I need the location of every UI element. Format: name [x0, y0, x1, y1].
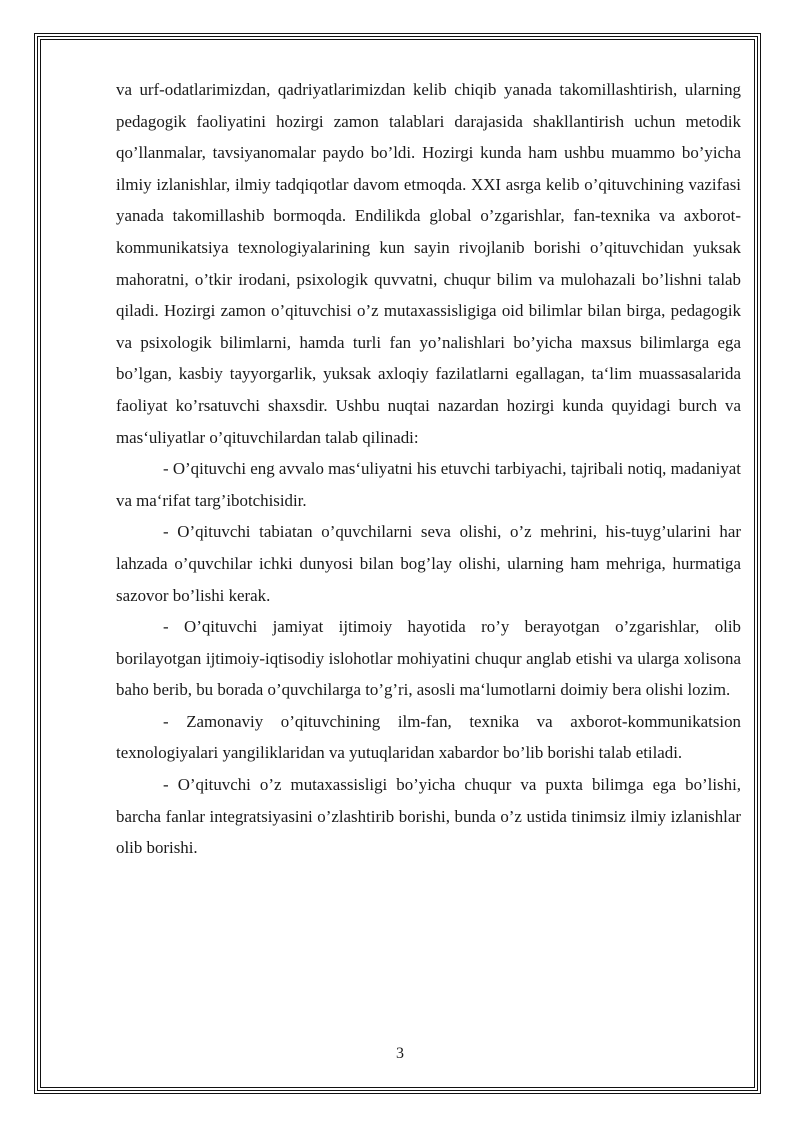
- page-number: 3: [396, 1045, 404, 1062]
- paragraph-duty-technology: - Zamonaviy o’qituvchining ilm-fan, texnika va axborot-kommunikatsion texnologiyalari yangiliklaridan va yutuqlaridan xabardor bo’lib borishi talab etiladi.: [116, 711, 741, 763]
- paragraph-duty-social-changes: - O’qituvchi jamiyat ijtimoiy hayotida ro’y berayotgan o’zgarishlar, olib borilayotgan ijtimoiy-iqtisodiy islohotlar mohiyatini chuqur anglab etishi va ularga xolisona baho berib, bu borada o’quvchilarga to’g’ri, asosli ma‘lumotlarni doimiy bera olishi lozim.: [116, 617, 741, 700]
- paragraph-intro: va urf-odatlarimizdan, qadriyatlarimizdan kelib chiqib yanada takomillashtirish, ularning pedagogik faoliyatini hozirgi zamon talablari darajasida shakllantirish uchun metodik qo’llanmalar, tavsiyanomalar paydo bo’ldi. Hozirgi kunda ham ushbu muammo bo’yicha ilmiy izlanishlar, ilmiy tadqiqotlar davom etmoqda. XXI asrga kelib o’qituvchining vazifasi yanada takomillashib bormoqda. Endilikda global o’zgarishlar, fan-texnika va axborot-kommunikatsiya texnologiyalarining kun sayin rivojlanib borishi o’qituvchidan yuksak mahoratni, o’tkir irodani, psixologik quvvatni, chuqur bilim va mulohazali bo’lishni talab qiladi. Hozirgi zamon o’qituvchisi o’z mutaxassisligiga oid bilimlar bilan birga, pedagogik va psixologik bilimlarni, hamda turli fan yo’nalishlari bo’yicha maxsus bilimlarga ega bo’lgan, kasbiy tayyorgarlik, yuksak axloqiy fazilatlarni egallagan, ta‘lim muassasalarida faoliyat ko’rsatuvchi shaxsdir. Ushbu nuqtai nazardan hozirgi kunda quyidagi burch va mas‘uliyatlar o’qituvchilardan talab qilinadi:: [116, 80, 741, 447]
- paragraph-duty-knowledge: - O’qituvchi o’z mutaxassisligi bo’yicha chuqur va puxta bilimga ega bo’lishi, barcha fanlar integratsiyasini o’zlashtirib borishi, bunda o’z ustida tinimsiz ilmiy izlanishlar olib borishi.: [116, 775, 741, 858]
- paragraph-duty-responsibility: - O’qituvchi eng avvalo mas‘uliyatni his etuvchi tarbiyachi, tajribali notiq, madaniyat va ma‘rifat targ’ibotchisidir.: [116, 459, 741, 510]
- document-body: [116, 74, 741, 864]
- paragraph-duty-love-students: - O’qituvchi tabiatan o’quvchilarni seva olishi, o’z mehrini, his-tuyg’ularini har lahzada o’quvchilar ichki dunyosi bilan bog’lay olishi, ularning ham mehriga, hurmatiga sazovor bo’lishi kerak.: [116, 522, 741, 605]
